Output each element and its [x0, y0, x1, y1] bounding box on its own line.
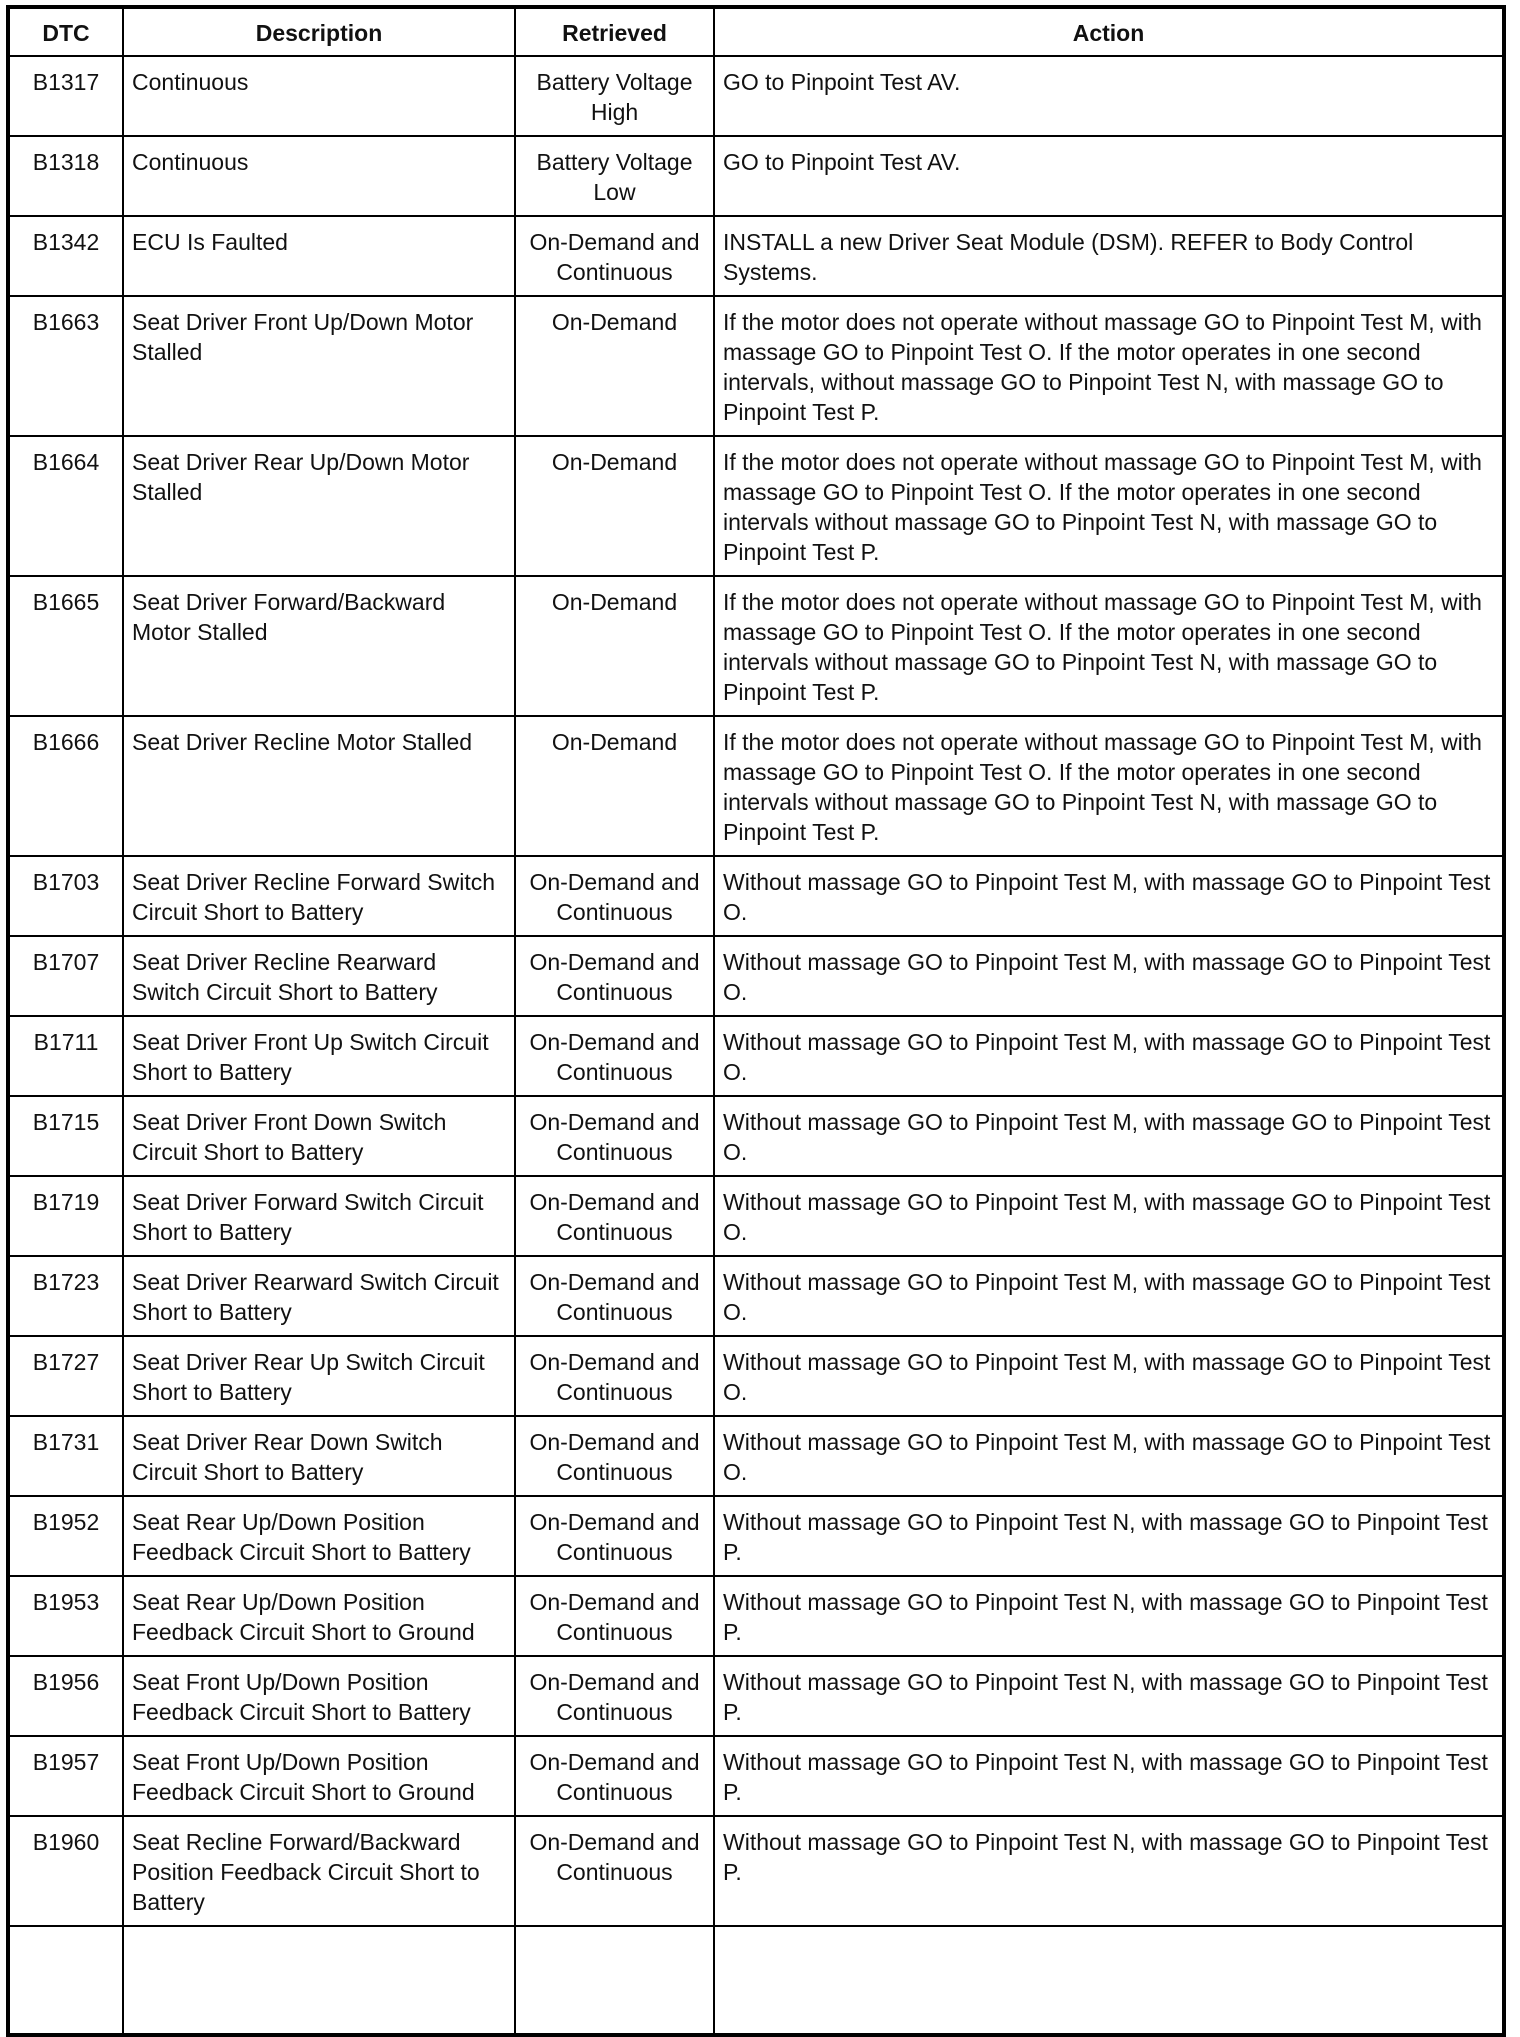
dtc-action: GO to Pinpoint Test AV. — [714, 56, 1504, 136]
table-row — [8, 1096, 1504, 1176]
dtc-retrieved — [515, 1926, 714, 2035]
dtc-retrieved: On-Demand and Continuous — [515, 1256, 714, 1336]
table-row — [8, 1256, 1504, 1336]
dtc-retrieved: On-Demand and Continuous — [515, 1416, 714, 1496]
dtc-code: B1318 — [8, 136, 123, 216]
dtc-description: Seat Driver Forward Switch Circuit Short to Battery — [123, 1176, 515, 1256]
dtc-action: Without massage GO to Pinpoint Test N, with massage GO to Pinpoint Test P. — [714, 1576, 1504, 1656]
dtc-code — [8, 1926, 123, 2035]
dtc-retrieved: On-Demand — [515, 576, 714, 716]
table-row — [8, 1576, 1504, 1656]
dtc-description: Seat Driver Recline Motor Stalled — [123, 716, 515, 856]
dtc-action: Without massage GO to Pinpoint Test M, with massage GO to Pinpoint Test O. — [714, 936, 1504, 1016]
table-row — [8, 56, 1504, 136]
dtc-code: B1719 — [8, 1176, 123, 1256]
table-row — [8, 1176, 1504, 1256]
dtc-action: Without massage GO to Pinpoint Test N, with massage GO to Pinpoint Test P. — [714, 1816, 1504, 1926]
dtc-description: Seat Front Up/Down Position Feedback Circuit Short to Ground — [123, 1736, 515, 1816]
dtc-code: B1727 — [8, 1336, 123, 1416]
dtc-code: B1703 — [8, 856, 123, 936]
dtc-code: B1953 — [8, 1576, 123, 1656]
dtc-description: Seat Driver Rear Down Switch Circuit Short to Battery — [123, 1416, 515, 1496]
dtc-description: Seat Driver Forward/Backward Motor Stalled — [123, 576, 515, 716]
dtc-action: Without massage GO to Pinpoint Test N, with massage GO to Pinpoint Test P. — [714, 1656, 1504, 1736]
table-row — [8, 1496, 1504, 1576]
table-header-row — [8, 7, 1504, 56]
dtc-code: B1956 — [8, 1656, 123, 1736]
dtc-retrieved: On-Demand — [515, 716, 714, 856]
dtc-code: B1342 — [8, 216, 123, 296]
dtc-code: B1957 — [8, 1736, 123, 1816]
dtc-description: Seat Front Up/Down Position Feedback Circuit Short to Battery — [123, 1656, 515, 1736]
table-row — [8, 1416, 1504, 1496]
table-row — [8, 436, 1504, 576]
table-row — [8, 856, 1504, 936]
dtc-retrieved: On-Demand and Continuous — [515, 1016, 714, 1096]
header-description: Description — [123, 7, 515, 56]
dtc-action: Without massage GO to Pinpoint Test M, with massage GO to Pinpoint Test O. — [714, 1416, 1504, 1496]
dtc-action: Without massage GO to Pinpoint Test M, with massage GO to Pinpoint Test O. — [714, 1256, 1504, 1336]
header-dtc: DTC — [8, 7, 123, 56]
dtc-description: Seat Driver Front Down Switch Circuit Short to Battery — [123, 1096, 515, 1176]
table-row — [8, 576, 1504, 716]
table-row — [8, 716, 1504, 856]
dtc-retrieved: Battery Voltage High — [515, 56, 714, 136]
dtc-code: B1723 — [8, 1256, 123, 1336]
dtc-retrieved: On-Demand and Continuous — [515, 1496, 714, 1576]
dtc-description: Seat Driver Front Up Switch Circuit Short to Battery — [123, 1016, 515, 1096]
dtc-retrieved: On-Demand and Continuous — [515, 856, 714, 936]
dtc-action: Without massage GO to Pinpoint Test M, with massage GO to Pinpoint Test O. — [714, 856, 1504, 936]
table-row — [8, 1736, 1504, 1816]
dtc-description: ECU Is Faulted — [123, 216, 515, 296]
dtc-retrieved: On-Demand and Continuous — [515, 216, 714, 296]
dtc-description: Seat Rear Up/Down Position Feedback Circuit Short to Ground — [123, 1576, 515, 1656]
dtc-code: B1665 — [8, 576, 123, 716]
dtc-action: Without massage GO to Pinpoint Test M, with massage GO to Pinpoint Test O. — [714, 1096, 1504, 1176]
dtc-description: Seat Recline Forward/Backward Position Feedback Circuit Short to Battery — [123, 1816, 515, 1926]
dtc-description: Continuous — [123, 136, 515, 216]
dtc-retrieved: On-Demand and Continuous — [515, 1656, 714, 1736]
dtc-description — [123, 1926, 515, 2035]
dtc-description: Seat Driver Rear Up/Down Motor Stalled — [123, 436, 515, 576]
table-row — [8, 136, 1504, 216]
header-action: Action — [714, 7, 1504, 56]
dtc-description: Seat Rear Up/Down Position Feedback Circuit Short to Battery — [123, 1496, 515, 1576]
dtc-action — [714, 1926, 1504, 2035]
dtc-action: INSTALL a new Driver Seat Module (DSM). REFER to Body Control Systems. — [714, 216, 1504, 296]
dtc-code: B1666 — [8, 716, 123, 856]
dtc-code: B1317 — [8, 56, 123, 136]
dtc-retrieved: On-Demand — [515, 296, 714, 436]
dtc-code: B1960 — [8, 1816, 123, 1926]
table-row — [8, 296, 1504, 436]
dtc-code: B1715 — [8, 1096, 123, 1176]
dtc-retrieved: On-Demand and Continuous — [515, 1336, 714, 1416]
dtc-description: Seat Driver Rear Up Switch Circuit Short to Battery — [123, 1336, 515, 1416]
dtc-action: Without massage GO to Pinpoint Test M, with massage GO to Pinpoint Test O. — [714, 1336, 1504, 1416]
dtc-code: B1731 — [8, 1416, 123, 1496]
table-row — [8, 1336, 1504, 1416]
dtc-code: B1711 — [8, 1016, 123, 1096]
dtc-retrieved: On-Demand and Continuous — [515, 1816, 714, 1926]
dtc-action: Without massage GO to Pinpoint Test N, with massage GO to Pinpoint Test P. — [714, 1496, 1504, 1576]
dtc-description: Seat Driver Recline Forward Switch Circuit Short to Battery — [123, 856, 515, 936]
dtc-code: B1663 — [8, 296, 123, 436]
table-row — [8, 936, 1504, 1016]
dtc-action: If the motor does not operate without massage GO to Pinpoint Test M, with massage GO to Pinpoint Test O. If the motor operates in one second intervals, without massage GO to Pinpoint Test N, with massage GO to Pinpoint Test P. — [714, 296, 1504, 436]
dtc-code: B1952 — [8, 1496, 123, 1576]
dtc-action: Without massage GO to Pinpoint Test M, with massage GO to Pinpoint Test O. — [714, 1176, 1504, 1256]
dtc-retrieved: On-Demand and Continuous — [515, 1176, 714, 1256]
dtc-description: Seat Driver Rearward Switch Circuit Short to Battery — [123, 1256, 515, 1336]
dtc-retrieved: On-Demand and Continuous — [515, 936, 714, 1016]
dtc-code: B1707 — [8, 936, 123, 1016]
header-retrieved: Retrieved — [515, 7, 714, 56]
dtc-action: Without massage GO to Pinpoint Test M, with massage GO to Pinpoint Test O. — [714, 1016, 1504, 1096]
table-row — [8, 1926, 1504, 2035]
dtc-action: GO to Pinpoint Test AV. — [714, 136, 1504, 216]
dtc-action: Without massage GO to Pinpoint Test N, with massage GO to Pinpoint Test P. — [714, 1736, 1504, 1816]
table-row — [8, 216, 1504, 296]
dtc-retrieved: On-Demand and Continuous — [515, 1736, 714, 1816]
dtc-table — [6, 5, 1506, 2037]
dtc-code: B1664 — [8, 436, 123, 576]
dtc-retrieved: Battery Voltage Low — [515, 136, 714, 216]
dtc-retrieved: On-Demand and Continuous — [515, 1576, 714, 1656]
table-row — [8, 1016, 1504, 1096]
dtc-description: Continuous — [123, 56, 515, 136]
table-row — [8, 1656, 1504, 1736]
dtc-action: If the motor does not operate without massage GO to Pinpoint Test M, with massage GO to Pinpoint Test O. If the motor operates in one second intervals without massage GO to Pinpoint Test N, with massage GO to Pinpoint Test P. — [714, 436, 1504, 576]
table-row — [8, 1816, 1504, 1926]
dtc-action: If the motor does not operate without massage GO to Pinpoint Test M, with massage GO to Pinpoint Test O. If the motor operates in one second intervals without massage GO to Pinpoint Test N, with massage GO to Pinpoint Test P. — [714, 716, 1504, 856]
dtc-description: Seat Driver Recline Rearward Switch Circuit Short to Battery — [123, 936, 515, 1016]
dtc-description: Seat Driver Front Up/Down Motor Stalled — [123, 296, 515, 436]
dtc-retrieved: On-Demand — [515, 436, 714, 576]
dtc-action: If the motor does not operate without massage GO to Pinpoint Test M, with massage GO to Pinpoint Test O. If the motor operates in one second intervals without massage GO to Pinpoint Test N, with massage GO to Pinpoint Test P. — [714, 576, 1504, 716]
dtc-retrieved: On-Demand and Continuous — [515, 1096, 714, 1176]
